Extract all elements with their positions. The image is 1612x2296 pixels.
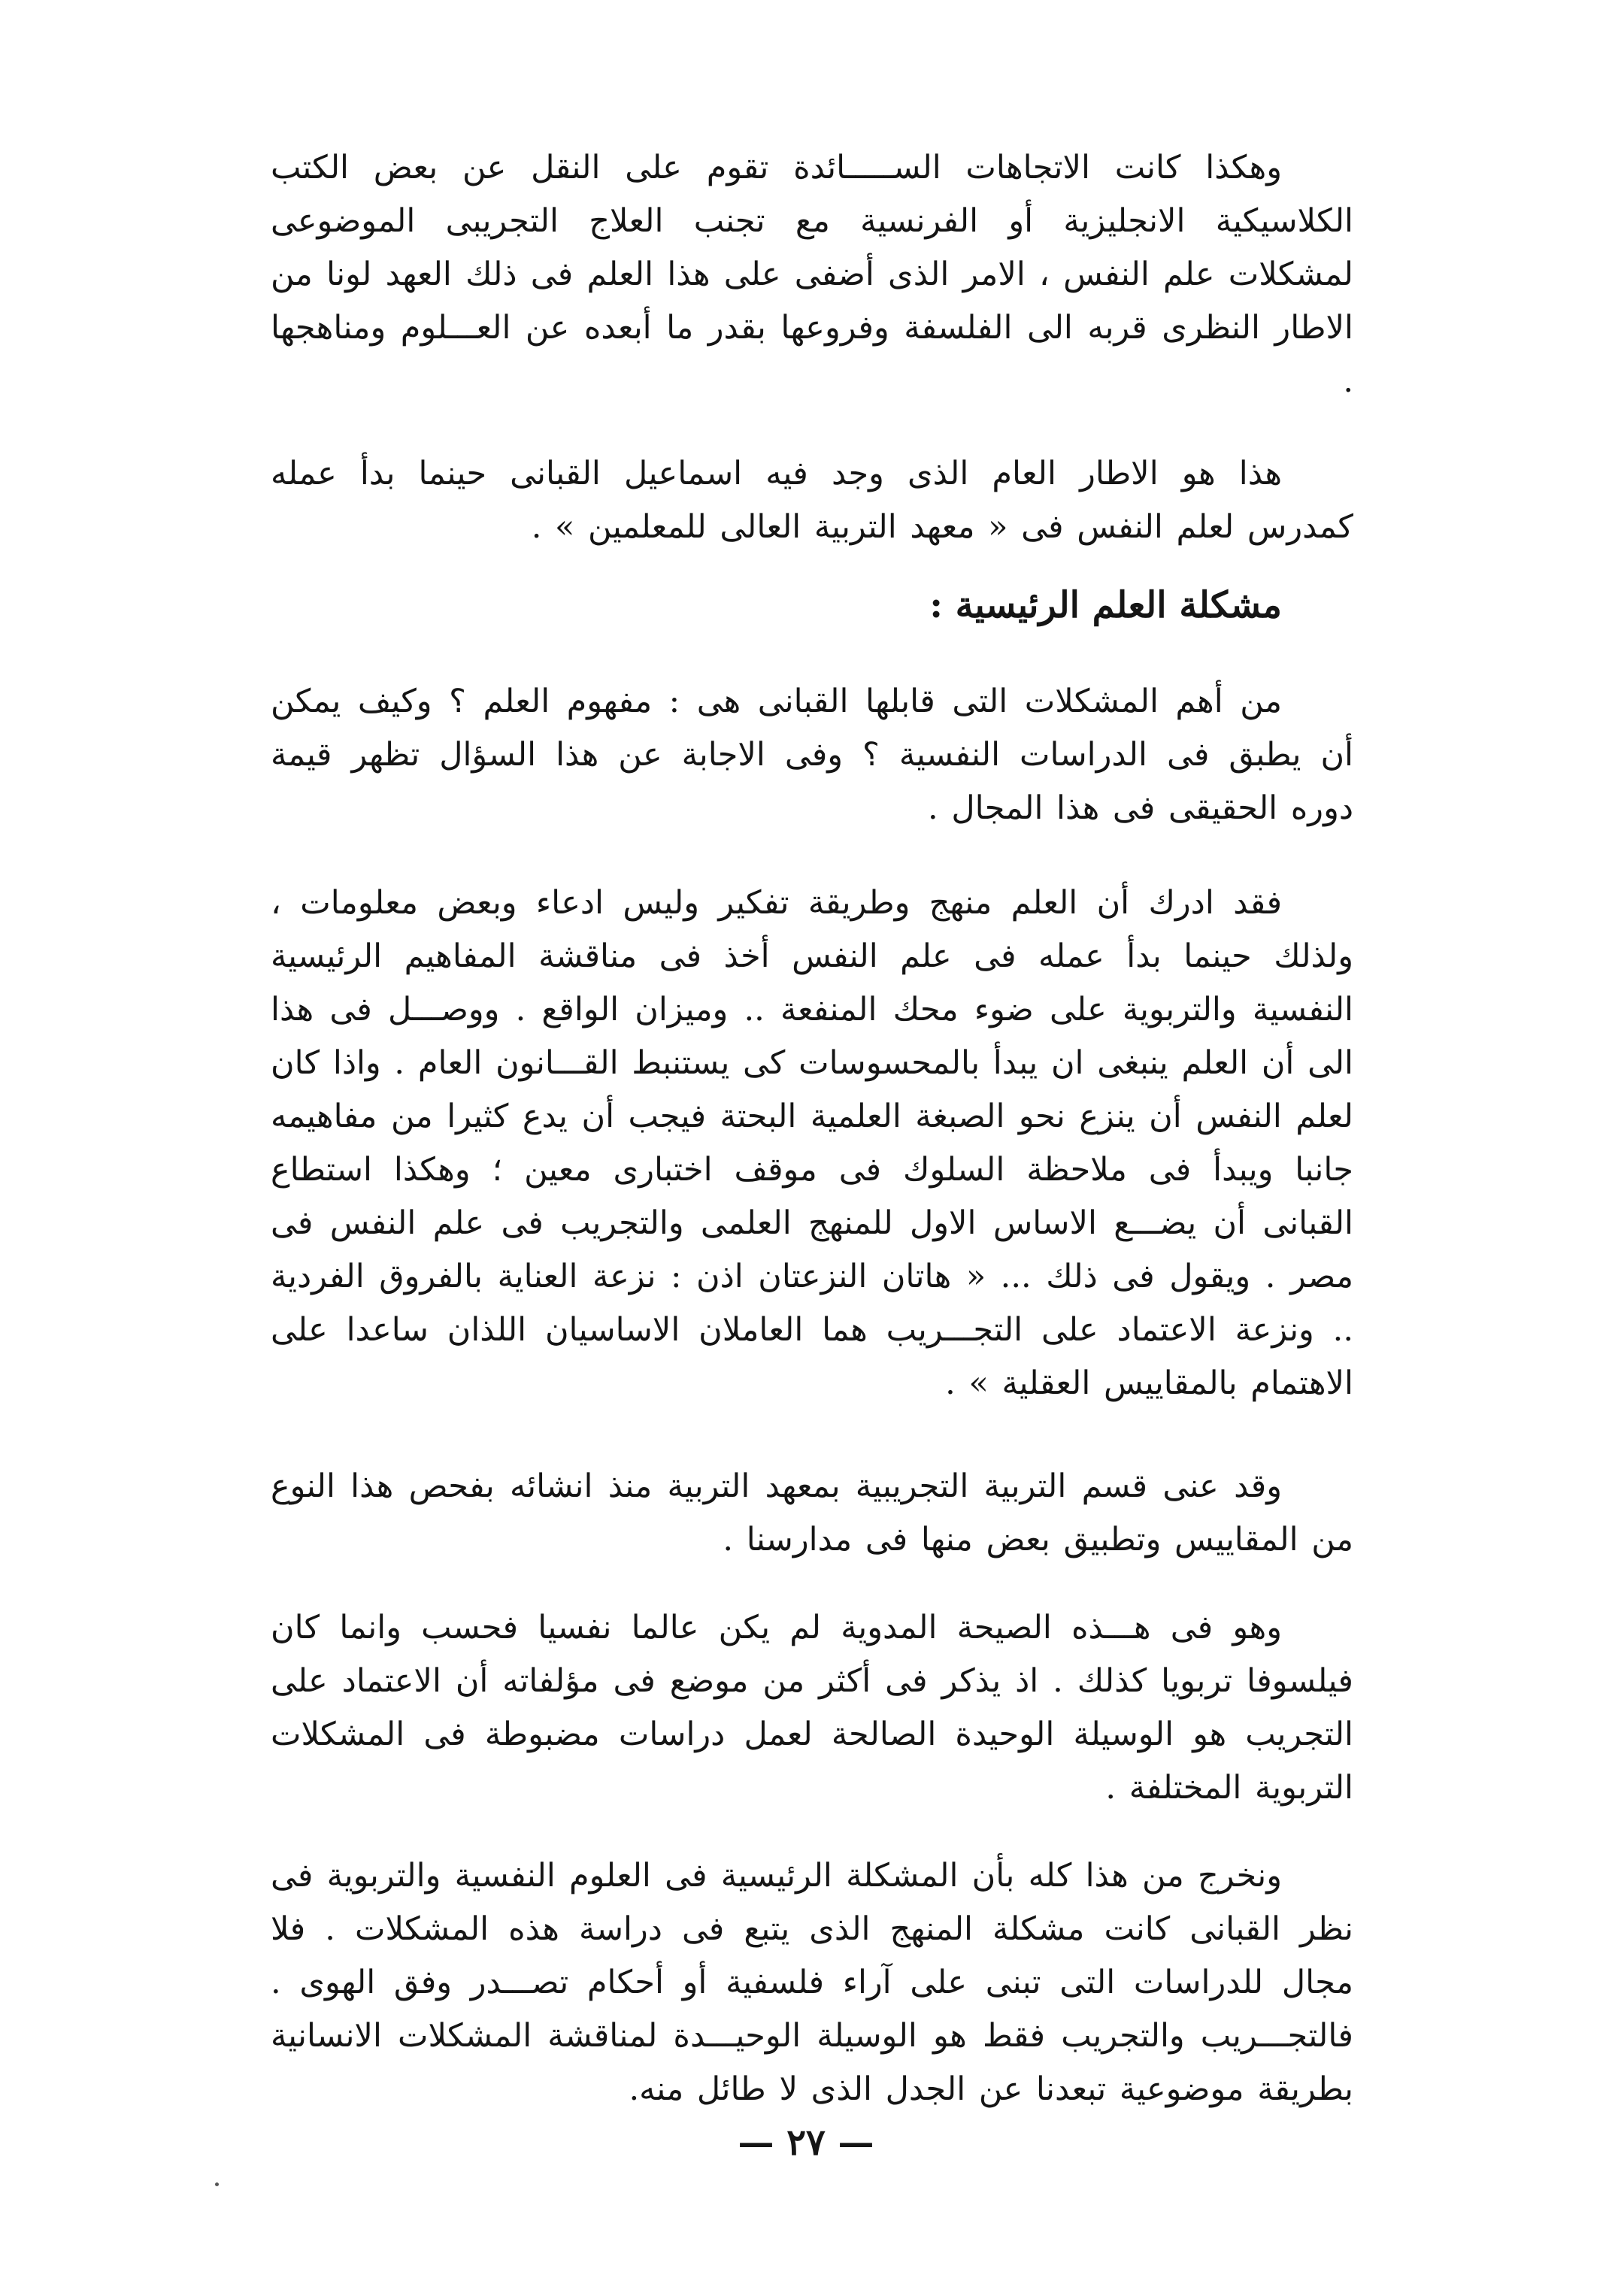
scan-speck (215, 2182, 219, 2186)
paragraph-text: ونخرج من هذا كله بأن المشكلة الرئيسية فى العلوم النفسية والتربوية فى نظر القبانى كانت مشكلة المنهج الذى يتبع فى دراسة هذه المشكلات . فلا مجال للدراسات التى تبنى على آراء فلسفية أو أحكام تصـــدر وفق الهوى . فالتجـــريب والتجريب فقط هو الوسيلة الوحيـــدة لمناقشة المشكلات الانسانية بطريقة موضوعية تبعدنا عن الجدل الذى لا طائل منه. (271, 1857, 1353, 2108)
body-paragraph (271, 1601, 1353, 1815)
body-paragraph (271, 877, 1353, 1410)
paragraph-text: فقد ادرك أن العلم منهج وطريقة تفكير وليس ادعاء وبعض معلومات ، ولذلك حينما بدأ عمله فى علم النفس أخذ فى مناقشة المفاهيم الرئيسية النفسية والتربوية على ضوء محك المنفعة .. وميزان الواقع . ووصـــل فى هذا الى أن العلم ينبغى ان يبدأ بالمحسوسات كى يستنبط القـــانون العام . واذا كان لعلم النفس أن ينزع نحو الصبغة العلمية البحتة فيجب أن يدع كثيرا من مفاهيمه جانبا ويبدأ فى ملاحظة السلوك فى موقف اختبارى معين ؛ وهكذا استطاع القبانى أن يضـــع الاساس الاول للمنهج العلمى والتجريب فى علم النفس فى مصر . ويقول فى ذلك ... « هاتان النزعتان اذن : نزعة العناية بالفروق الفردية .. ونزعة الاعتماد على التجـــريب هما العاملان الاساسيان اللذان ساعدا على الاهتمام بالمقاييس العقلية » . (271, 884, 1353, 1402)
body-paragraph (271, 675, 1353, 835)
paragraph-text: من أهم المشكلات التى قابلها القبانى هى : مفهوم العلم ؟ وكيف يمكن أن يطبق فى الدراسات النفسية ؟ وفى الاجابة عن هذا السؤال تظهر قيمة دوره الحقيقى فى هذا المجال . (271, 683, 1353, 827)
body-paragraph (271, 141, 1353, 408)
paragraph-text: هذا هو الاطار العام الذى وجد فيه اسماعيل القبانى حينما بدأ عمله كمدرس لعلم النفس فى « معهد التربية العالى للمعلمين » . (271, 455, 1353, 546)
body-paragraph (271, 1849, 1353, 2116)
page-number: — ٢٧ — (738, 2122, 874, 2164)
body-paragraph (271, 447, 1353, 554)
paragraph-text: وهو فى هـــذه الصيحة المدوية لم يكن عالما نفسيا فحسب وانما كان فيلسوفا تربويا كذلك . اذ يذكر فى أكثر من موضع فى مؤلفاته أن الاعتماد على التجريب هو الوسيلة الوحيدة الصالحة لعمل دراسات مضبوطة فى المشكلات التربوية المختلفة . (271, 1609, 1353, 1807)
body-paragraph (271, 1460, 1353, 1567)
section-heading: مشكلة العلم الرئيسية : (929, 584, 1282, 626)
paragraph-text: وقد عنى قسم التربية التجريبية بمعهد التربية منذ انشائه بفحص هذا النوع من المقاييس وتطبيق بعض منها فى مدارسنا . (271, 1468, 1353, 1558)
paragraph-text: وهكذا كانت الاتجاهات الســـــائدة تقوم على النقل عن بعض الكتب الكلاسيكية الانجليزية أو الفرنسية مع تجنب العلاج التجريبى الموضوعى لمشكلات علم النفس ، الامر الذى أضفى على هذا العلم فى ذلك العهد لونا من الاطار النظرى قربه الى الفلسفة وفروعها بقدر ما أبعده عن العـــلوم ومناهجها . (271, 149, 1353, 400)
